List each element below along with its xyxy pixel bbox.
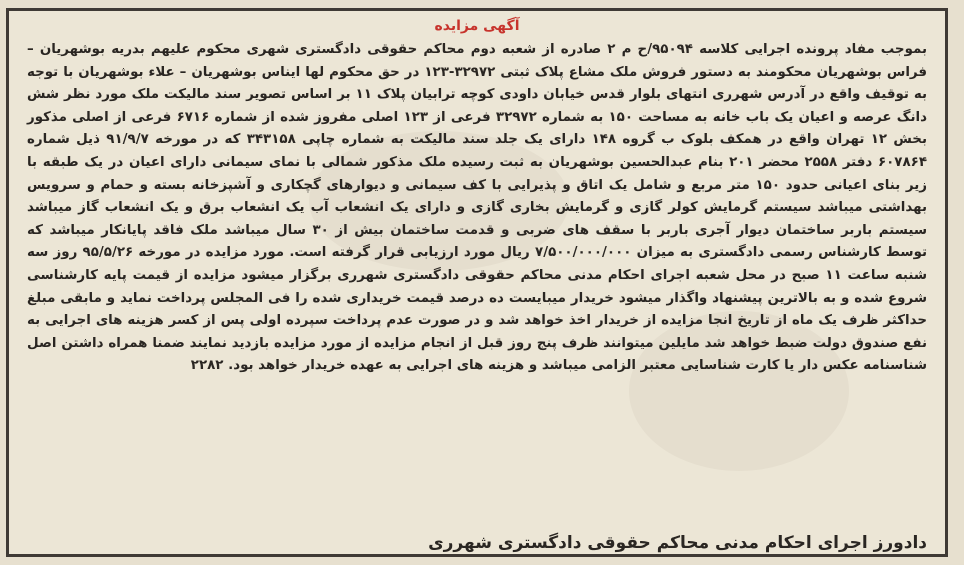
notice-title: آگهی مزایده bbox=[434, 18, 520, 34]
auction-notice-clipping bbox=[6, 8, 948, 557]
notice-body: بموجب مفاد پرونده اجرایی کلاسه ۹۵۰۹۴/ح م ۲ صادره از شعبه دوم محاکم حقوقی دادگستری شهری محکوم علیهم بدریه بوشهریان – فراس بوشهریان محکومند به دستور فروش ملک مشاع پلاک ثبتی ۳۲۹۷۲-۱۲۳ در حق محکوم لها ایناس بوشهریان – علاء بوشهریان با توجه به توقیف واقع در آدرس شهرری انتهای بلوار قدس خیابان داودی کوچه ترابیان پلاک ۱۱ بر اساس تصویر سند مالیکت ملک مورد نظر شش دانگ عرصه و اعیان یک باب خانه به مساحت ۱۵۰ به شماره ۳۲۹۷۲ فرعی از ۱۲۳ اصلی مفروز شده از شماره ۶۷۱۶ فرعی از اصلی مذکور بخش ۱۲ تهران واقع در همکف بلوک ب گروه ۱۴۸ دارای یک جلد سند مالیکت به شماره چاپی ۳۴۳۱۵۸ که در مورخه ۹۱/۹/۷ ذیل شماره ۶۰۷۸۶۴ دفتر ۲۵۵۸ محضر ۲۰۱ بنام عبدالحسین بوشهریان به ثبت رسیده ملک مذکور شمالی با نمای سیمانی دارای اعیان در یک طبقه با زیر بنای اعیانی حدود ۱۵۰ متر مربع و شامل یک اتاق و پذیرایی با کف سیمانی و دیوارهای گچکاری و آشپزخانه بسته و حمام و سرویس بهداشتی میباشد سیستم گرمایش کولر گازی و گرمایش بخاری گازی و دارای یک انشعاب آب یک انشعاب برق و یک انشعاب گاز میباشد سیستم باربر ساختمان دیوار آجری باربر با سقف های ضربی و قدمت ساختمان بیش از ۳۰ سال میباشد ملک فاقد پایانکار میباشد که توسط کارشناس رسمی دادگستری به میزان ۷/۵۰۰/۰۰۰/۰۰۰ ریال مورد ارزیابی قرار گرفته است. مورد مزایده در مورخه ۹۵/۵/۲۶ روز سه شنبه ساعت ۱۱ صبح در محل شعبه اجرای احکام مدنی محاکم حقوقی دادگستری شهرری برگزار میشود مزایده از قیمت پایه کارشناسی شروع شده و به بالاترین پیشنهاد واگذار میشود خریدار میبایست ده درصد قیمت خریداری شده را فی المجلس پرداخت نماید و مابقی مبلغ حداکثر ظرف یک ماه از تاریخ انجا مزایده از خریدار اخذ خواهد شد و در صورت عدم پرداخت سپرده اولی پس از کسر هزینه های اجرایی به نفع صندوق دولت ضبط خواهد شد مایلین میتوانند ظرف پنج روز قبل از انجام مزایده از مورد مزایده بازدید نمایند ضمنا همراه داشتن اصل شناسنامه عکس دار یا کارت شناسایی معتبر الزامی میباشد و هزینه های اجرایی به عهده خریدار خواهد بود. ۲۲۸۲ bbox=[27, 42, 928, 374]
notice-signature: دادورز اجرای احکام مدنی محاکم حقوقی دادگستری شهرری bbox=[428, 533, 927, 553]
